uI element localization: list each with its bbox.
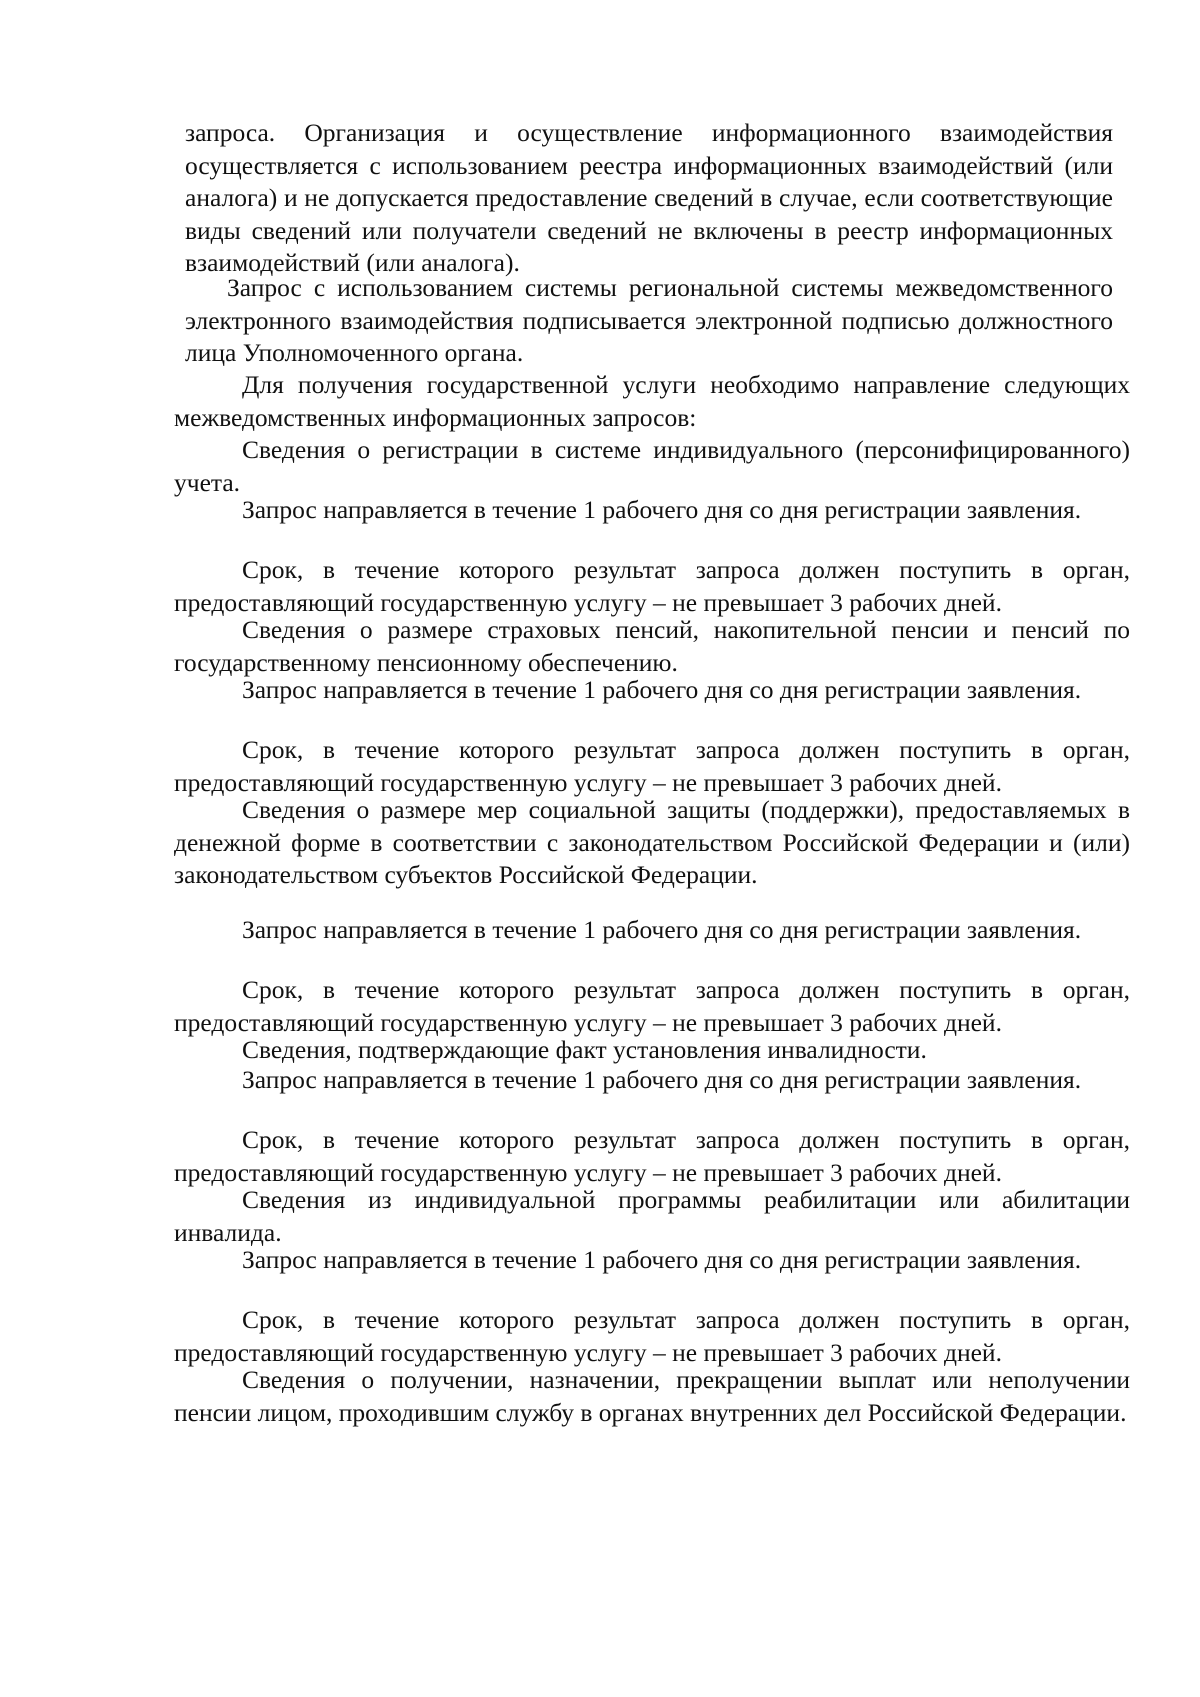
paragraph-request-send-term: Запрос направляется в течение 1 рабочего дня со дня регистрации заявления.	[242, 1065, 1082, 1094]
paragraph-info-pensions: Сведения о размере страховых пенсий, накопительной пенсии и пенсий по государственному пенсионному обеспечению.	[174, 615, 1130, 677]
paragraph-request-send-term: Запрос направляется в течение 1 рабочего дня со дня регистрации заявления.	[242, 915, 1082, 944]
paragraph-info-social-support: Сведения о размере мер социальной защиты (поддержки), предоставляемых в денежной форме в соответствии с законодательством Российской Федерации и (или) законодательством субъектов Российской Федерации.	[174, 795, 1130, 889]
paragraph-response-term: Срок, в течение которого результат запроса должен поступить в орган, предоставляющий государственную услугу – не превышает 3 рабочих дней.	[174, 555, 1130, 617]
paragraph-info-registration: Сведения о регистрации в системе индивидуального (персонифицированного) учета.	[174, 435, 1130, 497]
paragraph-request-send-term: Запрос направляется в течение 1 рабочего дня со дня регистрации заявления.	[242, 1245, 1082, 1274]
paragraph-response-term: Срок, в течение которого результат запроса должен поступить в орган, предоставляющий государственную услугу – не превышает 3 рабочих дней.	[174, 1125, 1130, 1187]
paragraph-required-requests: Для получения государственной услуги необходимо направление следующих межведомственных информационных запросов:	[174, 370, 1130, 432]
paragraph-response-term: Срок, в течение которого результат запроса должен поступить в орган, предоставляющий государственную услугу – не превышает 3 рабочих дней.	[174, 735, 1130, 797]
paragraph-response-term: Срок, в течение которого результат запроса должен поступить в орган, предоставляющий государственную услугу – не превышает 3 рабочих дней.	[174, 1305, 1130, 1367]
paragraph-info-rehabilitation: Сведения из индивидуальной программы реабилитации или абилитации инвалида.	[174, 1185, 1130, 1247]
paragraph-request-send-term: Запрос направляется в течение 1 рабочего дня со дня регистрации заявления.	[242, 495, 1082, 524]
paragraph-request-signature: Запрос с использованием системы региональной системы межведомственного электронного взаимодействия подписывается электронной подписью должностного лица Уполномоченного органа.	[185, 273, 1113, 367]
paragraph-info-interaction: запроса. Организация и осуществление информационного взаимодействия осуществляется с использованием реестра информационных взаимодействий (или аналога) и не допускается предоставление сведений в случае, если соответствующие виды сведений или получатели сведений не включены в реестр информационных взаимодействий (или аналога).	[185, 118, 1113, 277]
paragraph-info-disability: Сведения, подтверждающие факт установления инвалидности.	[242, 1035, 927, 1064]
paragraph-response-term: Срок, в течение которого результат запроса должен поступить в орган, предоставляющий государственную услугу – не превышает 3 рабочих дней.	[174, 975, 1130, 1037]
paragraph-info-pension-police: Сведения о получении, назначении, прекращении выплат или неполучении пенсии лицом, проходившим службу в органах внутренних дел Российской Федерации.	[174, 1365, 1130, 1427]
paragraph-request-send-term: Запрос направляется в течение 1 рабочего дня со дня регистрации заявления.	[242, 675, 1082, 704]
